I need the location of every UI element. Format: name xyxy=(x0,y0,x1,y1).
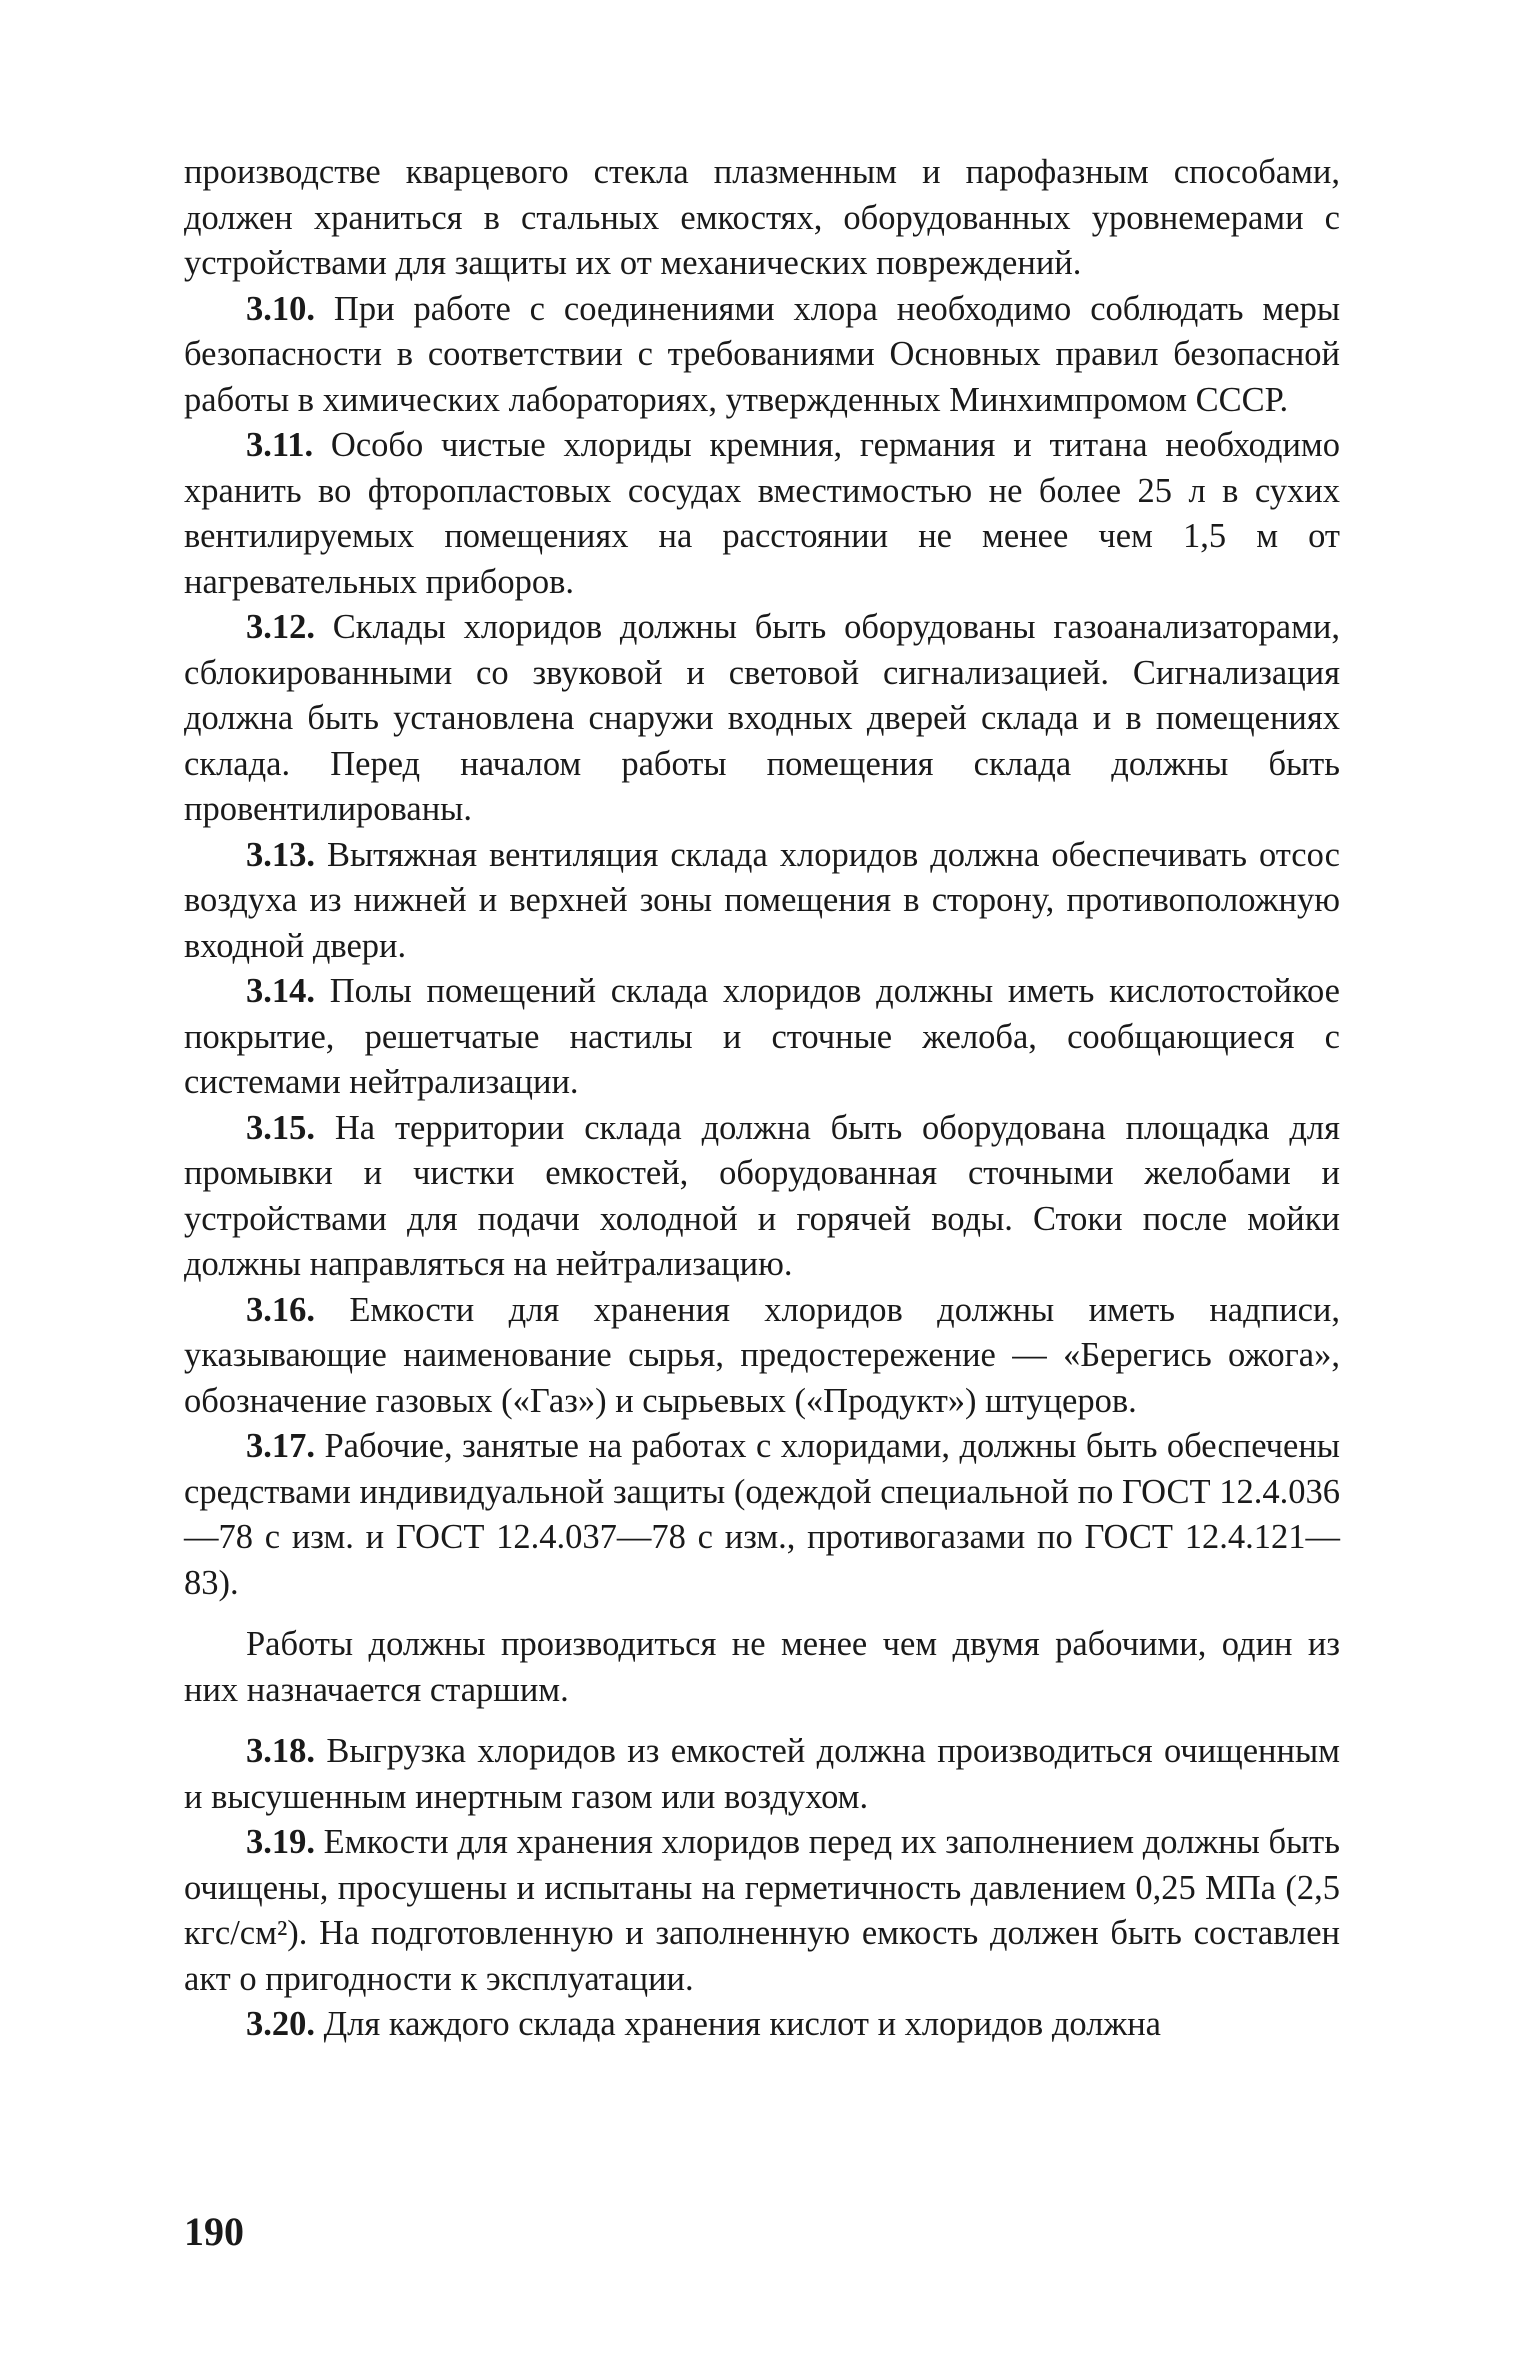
paragraph-text: Выгрузка хлоридов из емкостей должна производиться очищенным и высушенным инертным газом или воздухом. xyxy=(184,1732,1340,1816)
paragraph-text: Полы помещений склада хлоридов должны иметь кислотостойкое покрытие, решетчатые настилы и сточные желоба, сообщающиеся с системами нейтрализации. xyxy=(184,972,1340,1101)
paragraph-3-19 xyxy=(184,1820,1340,2002)
paragraph-3-20 xyxy=(184,2002,1340,2048)
paragraph-3-15 xyxy=(184,1106,1340,1288)
clause-number: 3.11. xyxy=(246,426,314,464)
paragraph-3-13 xyxy=(184,833,1340,970)
page-body xyxy=(184,150,1340,2048)
clause-number: 3.18. xyxy=(246,1732,315,1770)
paragraph-3-12 xyxy=(184,605,1340,833)
clause-number: 3.19. xyxy=(246,1823,315,1861)
paragraph-text: Емкости для хранения хлоридов перед их заполнением должны быть очищены, просушены и испытаны на герметичность давлением 0,25 МПа (2,5 кгс/см²). На подготовленную и заполненную емкость должен быть составлен акт о пригодности к эксплуатации. xyxy=(184,1823,1340,1998)
paragraph-text: Особо чистые хлориды кремния, германия и титана необходимо хранить во фторопластовых сосудах вместимостью не более 25 л в сухих вентилируемых помещениях на расстоянии не менее чем 1,5 м от нагревательных приборов. xyxy=(184,426,1340,601)
paragraph-text: Склады хлоридов должны быть оборудованы газоанализаторами, сблокированными со звуковой и световой сигнализацией. Сигнализация должна быть установлена снаружи входных дверей склада и в помещениях склада. Перед началом работы помещения склада должны быть провентилированы. xyxy=(184,608,1340,828)
paragraph-text: Вытяжная вентиляция склада хлоридов должна обеспечивать отсос воздуха из нижней и верхней зоны помещения в сторону, противоположную входной двери. xyxy=(184,835,1340,965)
paragraph-3-17 xyxy=(184,1424,1340,1606)
paragraph-text: Рабочие, занятые на работах с хлоридами, должны быть обеспечены средствами индивидуальной защиты (одеждой специальной по ГОСТ 12.4.036—78 с изм. и ГОСТ 12.4.037—78 с изм., противогазами по ГОСТ 12.4.121—83). xyxy=(184,1427,1340,1602)
paragraph-3-10 xyxy=(184,287,1340,424)
paragraph-text: При работе с соединениями хлора необходимо соблюдать меры безопасности в соответствии с требованиями Основных правил безопасной работы в химических лабораториях, утвержденных Минхимпромом СССР. xyxy=(184,289,1340,419)
page-number: 190 xyxy=(184,2209,244,2254)
clause-number: 3.10. xyxy=(246,289,315,328)
paragraph-continued xyxy=(184,150,1340,287)
paragraph-3-14 xyxy=(184,969,1340,1106)
clause-number: 3.20. xyxy=(246,2005,315,2043)
paragraph-workers xyxy=(184,1622,1340,1713)
paragraph-3-11 xyxy=(184,423,1340,605)
paragraph-3-18 xyxy=(184,1729,1340,1820)
paragraph-text: Работы должны производиться не менее чем двумя рабочими, один из них назначается старшим. xyxy=(184,1625,1340,1709)
paragraph-text: Емкости для хранения хлоридов должны иметь надписи, указывающие наименование сырья, предостережение — «Берегись ожога», обозначение газовых («Газ») и сырьевых («Продукт») штуцеров. xyxy=(184,1290,1340,1420)
clause-number: 3.14. xyxy=(246,972,315,1010)
clause-number: 3.12. xyxy=(246,608,315,646)
paragraph-3-16 xyxy=(184,1288,1340,1425)
clause-number: 3.16. xyxy=(246,1290,315,1329)
clause-number: 3.15. xyxy=(246,1108,315,1147)
clause-number: 3.17. xyxy=(246,1427,315,1465)
paragraph-text: производстве кварцевого стекла плазменным и парофазным способами, должен храниться в стальных емкостях, оборудованных уровнемерами с устройствами для защиты их от механических повреждений. xyxy=(184,153,1340,282)
clause-number: 3.13. xyxy=(246,835,315,874)
paragraph-text: На территории склада должна быть оборудована площадка для промывки и чистки емкостей, оборудованная сточными желобами и устройствами для подачи холодной и горячей воды. Стоки после мойки должны направляться на нейтрализацию. xyxy=(184,1108,1340,1283)
paragraph-text: Для каждого склада хранения кислот и хлоридов должна xyxy=(315,2005,1161,2043)
